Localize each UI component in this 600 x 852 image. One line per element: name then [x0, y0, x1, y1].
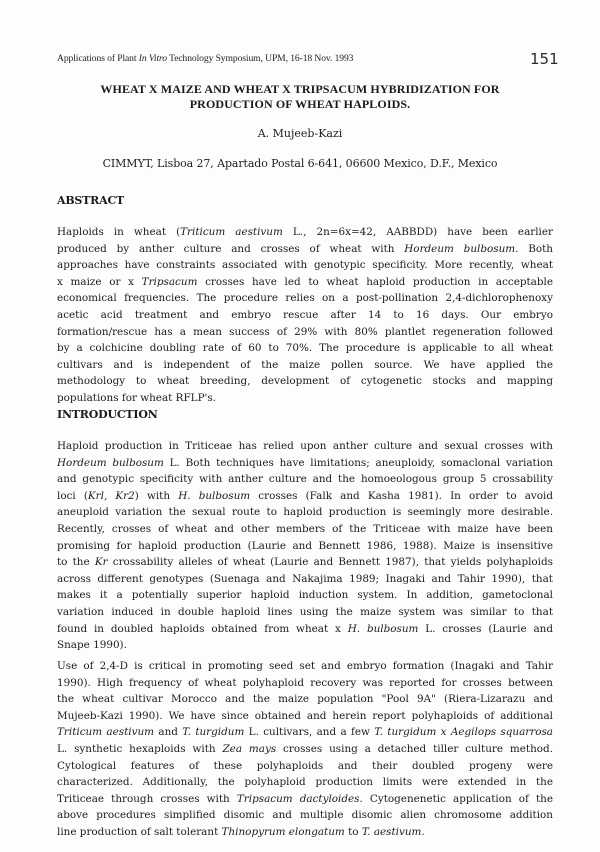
abstract-body: [57, 224, 553, 407]
italic-text: T. aestivum: [361, 825, 422, 838]
italic-text: Zea mays: [222, 742, 277, 755]
text-run: to: [344, 825, 362, 838]
italic-text: H. bulbosum: [178, 489, 251, 502]
text-run: L. cultivars, and a few: [244, 726, 375, 739]
text-run: variation induced in double haploid lines using the maize system was similar to that: [57, 605, 553, 618]
italic-text: H. bulbosum: [347, 622, 419, 635]
text-line: [57, 390, 553, 407]
text-line: [57, 708, 553, 725]
text-run: aneuploid variation the sexual route to haploid production is seemingly more desirable.: [57, 506, 553, 519]
text-run: . Both: [515, 242, 553, 255]
introduction-paragraph-1: [57, 438, 553, 654]
text-run: Haploids in wheat (: [57, 226, 181, 238]
text-line: [57, 241, 553, 258]
introduction-paragraph-2: [57, 658, 553, 841]
italic-text: T. turgidum: [182, 726, 245, 739]
text-run: Use of 2,4-D is critical in promoting seed set and embryo formation (Inagaki and Tahir: [57, 660, 553, 672]
text-line: [57, 340, 553, 357]
text-line: [57, 504, 553, 521]
text-line: [57, 471, 553, 488]
text-line: [57, 521, 553, 538]
text-line: [57, 274, 553, 291]
text-run: Cytological features of these polyhaploids and their doubled progeny were: [57, 759, 553, 772]
text-run: produced by anther culture and crosses of wheat with: [57, 242, 405, 255]
italic-text: Triticum aestivum: [57, 726, 155, 739]
text-line: [57, 373, 553, 390]
text-line: [57, 658, 553, 675]
text-line: [57, 637, 553, 654]
text-run: makes it a potentially superior haploid induction system. In addition, gametoclonal: [57, 589, 553, 602]
text-run: above procedures simplified disomic and multiple disomic alien chromosome addition: [57, 809, 553, 822]
text-run: approaches have constraints associated with genotypic specificity. More recently, wheat: [57, 259, 553, 272]
text-run: Mujeeb-Kazi 1990). We have since obtained and herein report polyhaploids of additional: [57, 709, 553, 722]
author: A. Mujeeb-Kazi: [257, 127, 343, 140]
text-run: crossability alleles of wheat (Laurie and Bennett 1987), that yields polyhaploids: [107, 556, 553, 569]
text-line: [57, 307, 553, 324]
text-line: [57, 621, 553, 638]
text-run: methodology to wheat breeding, development of cytogenetic stocks and mapping: [57, 375, 553, 388]
text-run: acetic acid treatment and embryo rescue after 14 to 16 days. Our embryo: [57, 308, 553, 321]
text-line: [57, 675, 553, 692]
text-line: [57, 224, 553, 241]
text-line: [57, 807, 553, 824]
running-head: [57, 53, 353, 64]
text-line: [57, 324, 553, 341]
text-run: L. Both techniques have limitations; aneuploidy, somaclonal variation: [163, 456, 553, 469]
running-head-italic: In Vitro: [138, 53, 167, 64]
introduction-heading: INTRODUCTION: [57, 408, 158, 421]
abstract-heading: ABSTRACT: [57, 194, 124, 207]
text-line: [57, 824, 553, 841]
italic-text: Kr: [94, 556, 108, 569]
text-run: the wheat cultivar Morocco and the maize population "Pool 9A" (Riera-Lizarazu and: [57, 693, 553, 706]
italic-text: Hordeum bulbosum: [404, 242, 516, 255]
text-line: [57, 691, 553, 708]
text-run: formation/rescue has a mean success of 29% with 80% plantlet regeneration followed: [57, 325, 553, 338]
text-run: .: [421, 825, 425, 838]
text-line: [57, 604, 553, 621]
text-run: to the: [57, 556, 95, 569]
text-line: [57, 438, 553, 455]
text-run: x maize or x: [57, 275, 142, 288]
text-line: [57, 791, 553, 808]
text-run: promising for haploid production (Laurie and Bennett 1986, 1988). Maize is insensitive: [57, 539, 553, 552]
text-run: Snape 1990).: [57, 639, 127, 652]
text-run: economical frequencies. The procedure relies on a post-pollination 2,4-dichlorophenoxy: [57, 292, 553, 305]
title-line-2: PRODUCTION OF WHEAT HAPLOIDS.: [189, 97, 411, 111]
text-line: [57, 774, 553, 791]
text-run: crosses (Falk and Kasha 1981). In order to avoid: [250, 489, 553, 502]
text-line: [57, 488, 553, 505]
text-run: . Cytogenenetic application of the: [359, 792, 553, 805]
text-run: and genotypic specificity with anther culture and the homoeologous group 5 crossability: [57, 473, 553, 486]
text-run: line production of salt tolerant: [57, 825, 222, 838]
italic-text: T. turgidum x Aegilops squarrosa: [374, 726, 553, 739]
text-run: L., 2n=6x=42, AABBDD) have been earlier: [282, 226, 553, 238]
text-run: Haploid production in Triticeae has relied upon anther culture and sexual crosses with: [57, 440, 553, 452]
title-line-1: WHEAT X MAIZE AND WHEAT X TRIPSACUM HYBRIDIZATION FOR: [100, 82, 500, 96]
text-run: crosses have led to wheat haploid production in acceptable: [197, 275, 553, 288]
text-run: loci (: [57, 489, 88, 502]
italic-text: Triticum aestivum: [180, 226, 283, 238]
text-run: L. crosses (Laurie and: [418, 622, 553, 635]
text-line: [57, 724, 553, 741]
paper-title: [40, 82, 560, 112]
text-run: ) with: [134, 489, 179, 502]
text-line: [57, 455, 553, 472]
text-line: [57, 741, 553, 758]
text-run: 1990). High frequency of wheat polyhaploid recovery was reported for crosses between: [57, 676, 553, 689]
text-line: [57, 538, 553, 555]
text-run: Recently, crosses of wheat and other members of the Triticeae with maize have been: [57, 522, 553, 535]
text-run: characterized. Additionally, the polyhaploid production limits were extended in the: [57, 776, 553, 789]
text-run: cultivars and is independent of the maize pollen source. We have applied the: [57, 358, 553, 371]
text-line: [57, 587, 553, 604]
text-run: across different genotypes (Suenaga and Nakajima 1989; Inagaki and Tahir 1990), that: [57, 572, 553, 585]
affiliation: CIMMYT, Lisboa 27, Apartado Postal 6-641, 06600 Mexico, D.F., Mexico: [102, 157, 498, 170]
text-line: [57, 290, 553, 307]
text-run: populations for wheat RFLP's.: [57, 391, 217, 404]
text-run: by a colchicine doubling rate of 60 to 70%. The procedure is applicable to all wheat: [57, 342, 553, 355]
text-line: [57, 571, 553, 588]
text-run: L. synthetic hexaploids with: [57, 742, 223, 755]
running-head-text-2: Technology Symposium, UPM, 16-18 Nov. 1993: [167, 53, 354, 64]
text-run: crosses using a detached tiller culture method.: [276, 742, 553, 755]
italic-text: Thinopyrum elongatum: [221, 825, 345, 838]
running-head-text: Applications of Plant: [57, 53, 139, 64]
text-line: [57, 758, 553, 775]
italic-text: Hordeum bulbosum: [57, 456, 164, 469]
italic-text: Tripsacum: [141, 275, 198, 288]
text-line: [57, 554, 553, 571]
text-line: [57, 357, 553, 374]
text-run: and: [154, 726, 183, 739]
text-run: found in doubled haploids obtained from wheat x: [57, 622, 348, 635]
text-line: [57, 257, 553, 274]
page-number: 151: [530, 50, 559, 68]
text-run: Triticeae through crosses with: [57, 792, 237, 805]
italic-text: Tripsacum dactyloides: [236, 792, 360, 805]
italic-text: Krl, Kr2: [87, 489, 135, 502]
